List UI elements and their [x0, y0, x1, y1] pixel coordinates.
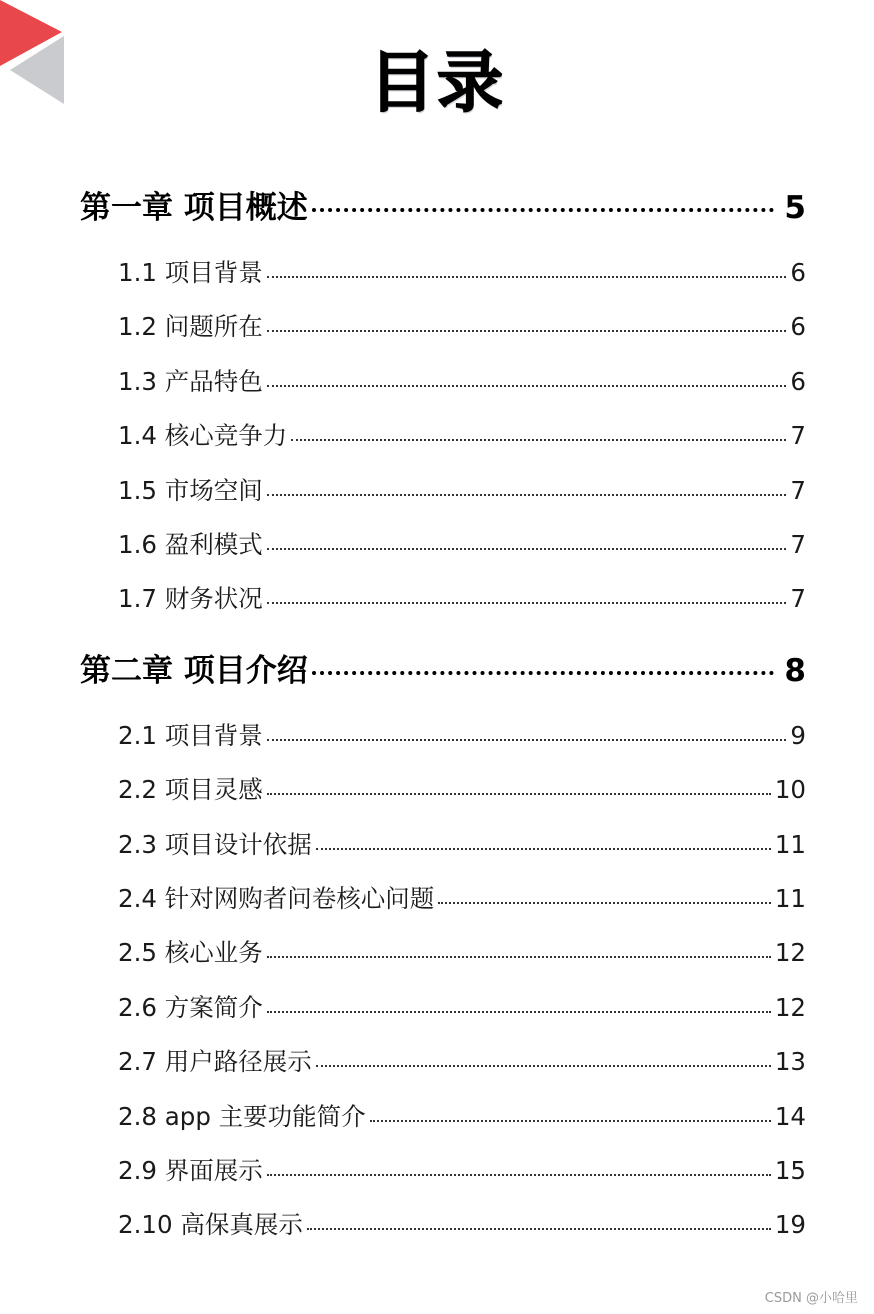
toc-section[interactable] [0, 771, 874, 803]
dot-leader [267, 330, 787, 332]
toc-section[interactable] [0, 526, 874, 558]
section-title: 1.7 财务状况 [118, 584, 263, 613]
dot-leader [267, 793, 771, 795]
toc-chapter[interactable] [0, 645, 874, 689]
section-title: 1.4 核心竞争力 [118, 421, 288, 450]
dot-leader [316, 848, 771, 850]
dot-leader [316, 1065, 771, 1067]
page-number: 7 [790, 530, 806, 559]
section-title: 1.3 产品特色 [118, 367, 263, 396]
toc-section[interactable] [0, 826, 874, 858]
toc-section[interactable] [0, 472, 874, 504]
toc-section[interactable] [0, 363, 874, 395]
page-title: 目录 [369, 44, 505, 121]
chapter-title: 第一章 项目概述 [80, 190, 308, 226]
dot-leader [370, 1120, 771, 1122]
dot-leader [267, 548, 787, 550]
page-number: 11 [774, 884, 806, 913]
toc-chapter[interactable] [0, 182, 874, 226]
section-title: 1.5 市场空间 [118, 476, 263, 505]
dot-leader [267, 276, 787, 278]
page-number: 13 [774, 1047, 806, 1076]
section-title: 2.1 项目背景 [118, 721, 263, 750]
section-title: 2.7 用户路径展示 [118, 1047, 312, 1076]
toc-section[interactable] [0, 1043, 874, 1075]
toc-section[interactable] [0, 717, 874, 749]
page-number: 5 [784, 190, 806, 226]
toc-section[interactable] [0, 1206, 874, 1238]
toc-section[interactable] [0, 989, 874, 1021]
page-number: 11 [774, 830, 806, 859]
section-title: 2.4 针对网购者问卷核心问题 [118, 884, 435, 913]
section-title: 2.3 项目设计依据 [118, 830, 312, 859]
dot-leader [267, 602, 787, 604]
dot-leader [267, 1011, 771, 1013]
page-number: 7 [790, 584, 806, 613]
page-number: 9 [790, 721, 806, 750]
page-number: 6 [790, 258, 806, 287]
section-title: 1.6 盈利模式 [118, 530, 263, 559]
dot-leader [312, 208, 775, 212]
page-number: 7 [790, 421, 806, 450]
section-title: 2.8 app 主要功能简介 [118, 1102, 366, 1131]
page-number: 12 [774, 938, 806, 967]
toc-section[interactable] [0, 1152, 874, 1184]
section-title: 2.10 高保真展示 [118, 1210, 303, 1239]
page-number: 10 [774, 775, 806, 804]
dot-leader [291, 439, 786, 441]
section-title: 2.9 界面展示 [118, 1156, 263, 1185]
toc-section[interactable] [0, 580, 874, 612]
dot-leader [267, 385, 787, 387]
dot-leader [312, 671, 775, 675]
section-title: 2.5 核心业务 [118, 938, 263, 967]
section-title: 1.1 项目背景 [118, 258, 263, 287]
dot-leader [438, 902, 771, 904]
chapter-title: 第二章 项目介绍 [80, 653, 308, 689]
section-title: 1.2 问题所在 [118, 312, 263, 341]
dot-leader [267, 1174, 771, 1176]
toc-section[interactable] [0, 254, 874, 286]
dot-leader [267, 739, 787, 741]
watermark: CSDN @小哈里 [764, 1291, 858, 1306]
page-number: 7 [790, 476, 806, 505]
toc-section[interactable] [0, 308, 874, 340]
page-number: 14 [774, 1102, 806, 1131]
toc-section[interactable] [0, 417, 874, 449]
page-number: 6 [790, 312, 806, 341]
page-number: 15 [774, 1156, 806, 1185]
page-number: 6 [790, 367, 806, 396]
dot-leader [267, 494, 787, 496]
section-title: 2.6 方案简介 [118, 993, 263, 1022]
page-number: 8 [784, 653, 806, 689]
page-number: 12 [774, 993, 806, 1022]
toc-section[interactable] [0, 880, 874, 912]
dot-leader [307, 1228, 771, 1230]
dot-leader [267, 956, 771, 958]
toc-section[interactable] [0, 934, 874, 966]
section-title: 2.2 项目灵感 [118, 775, 263, 804]
page-number: 19 [774, 1210, 806, 1239]
toc-section[interactable] [0, 1098, 874, 1130]
